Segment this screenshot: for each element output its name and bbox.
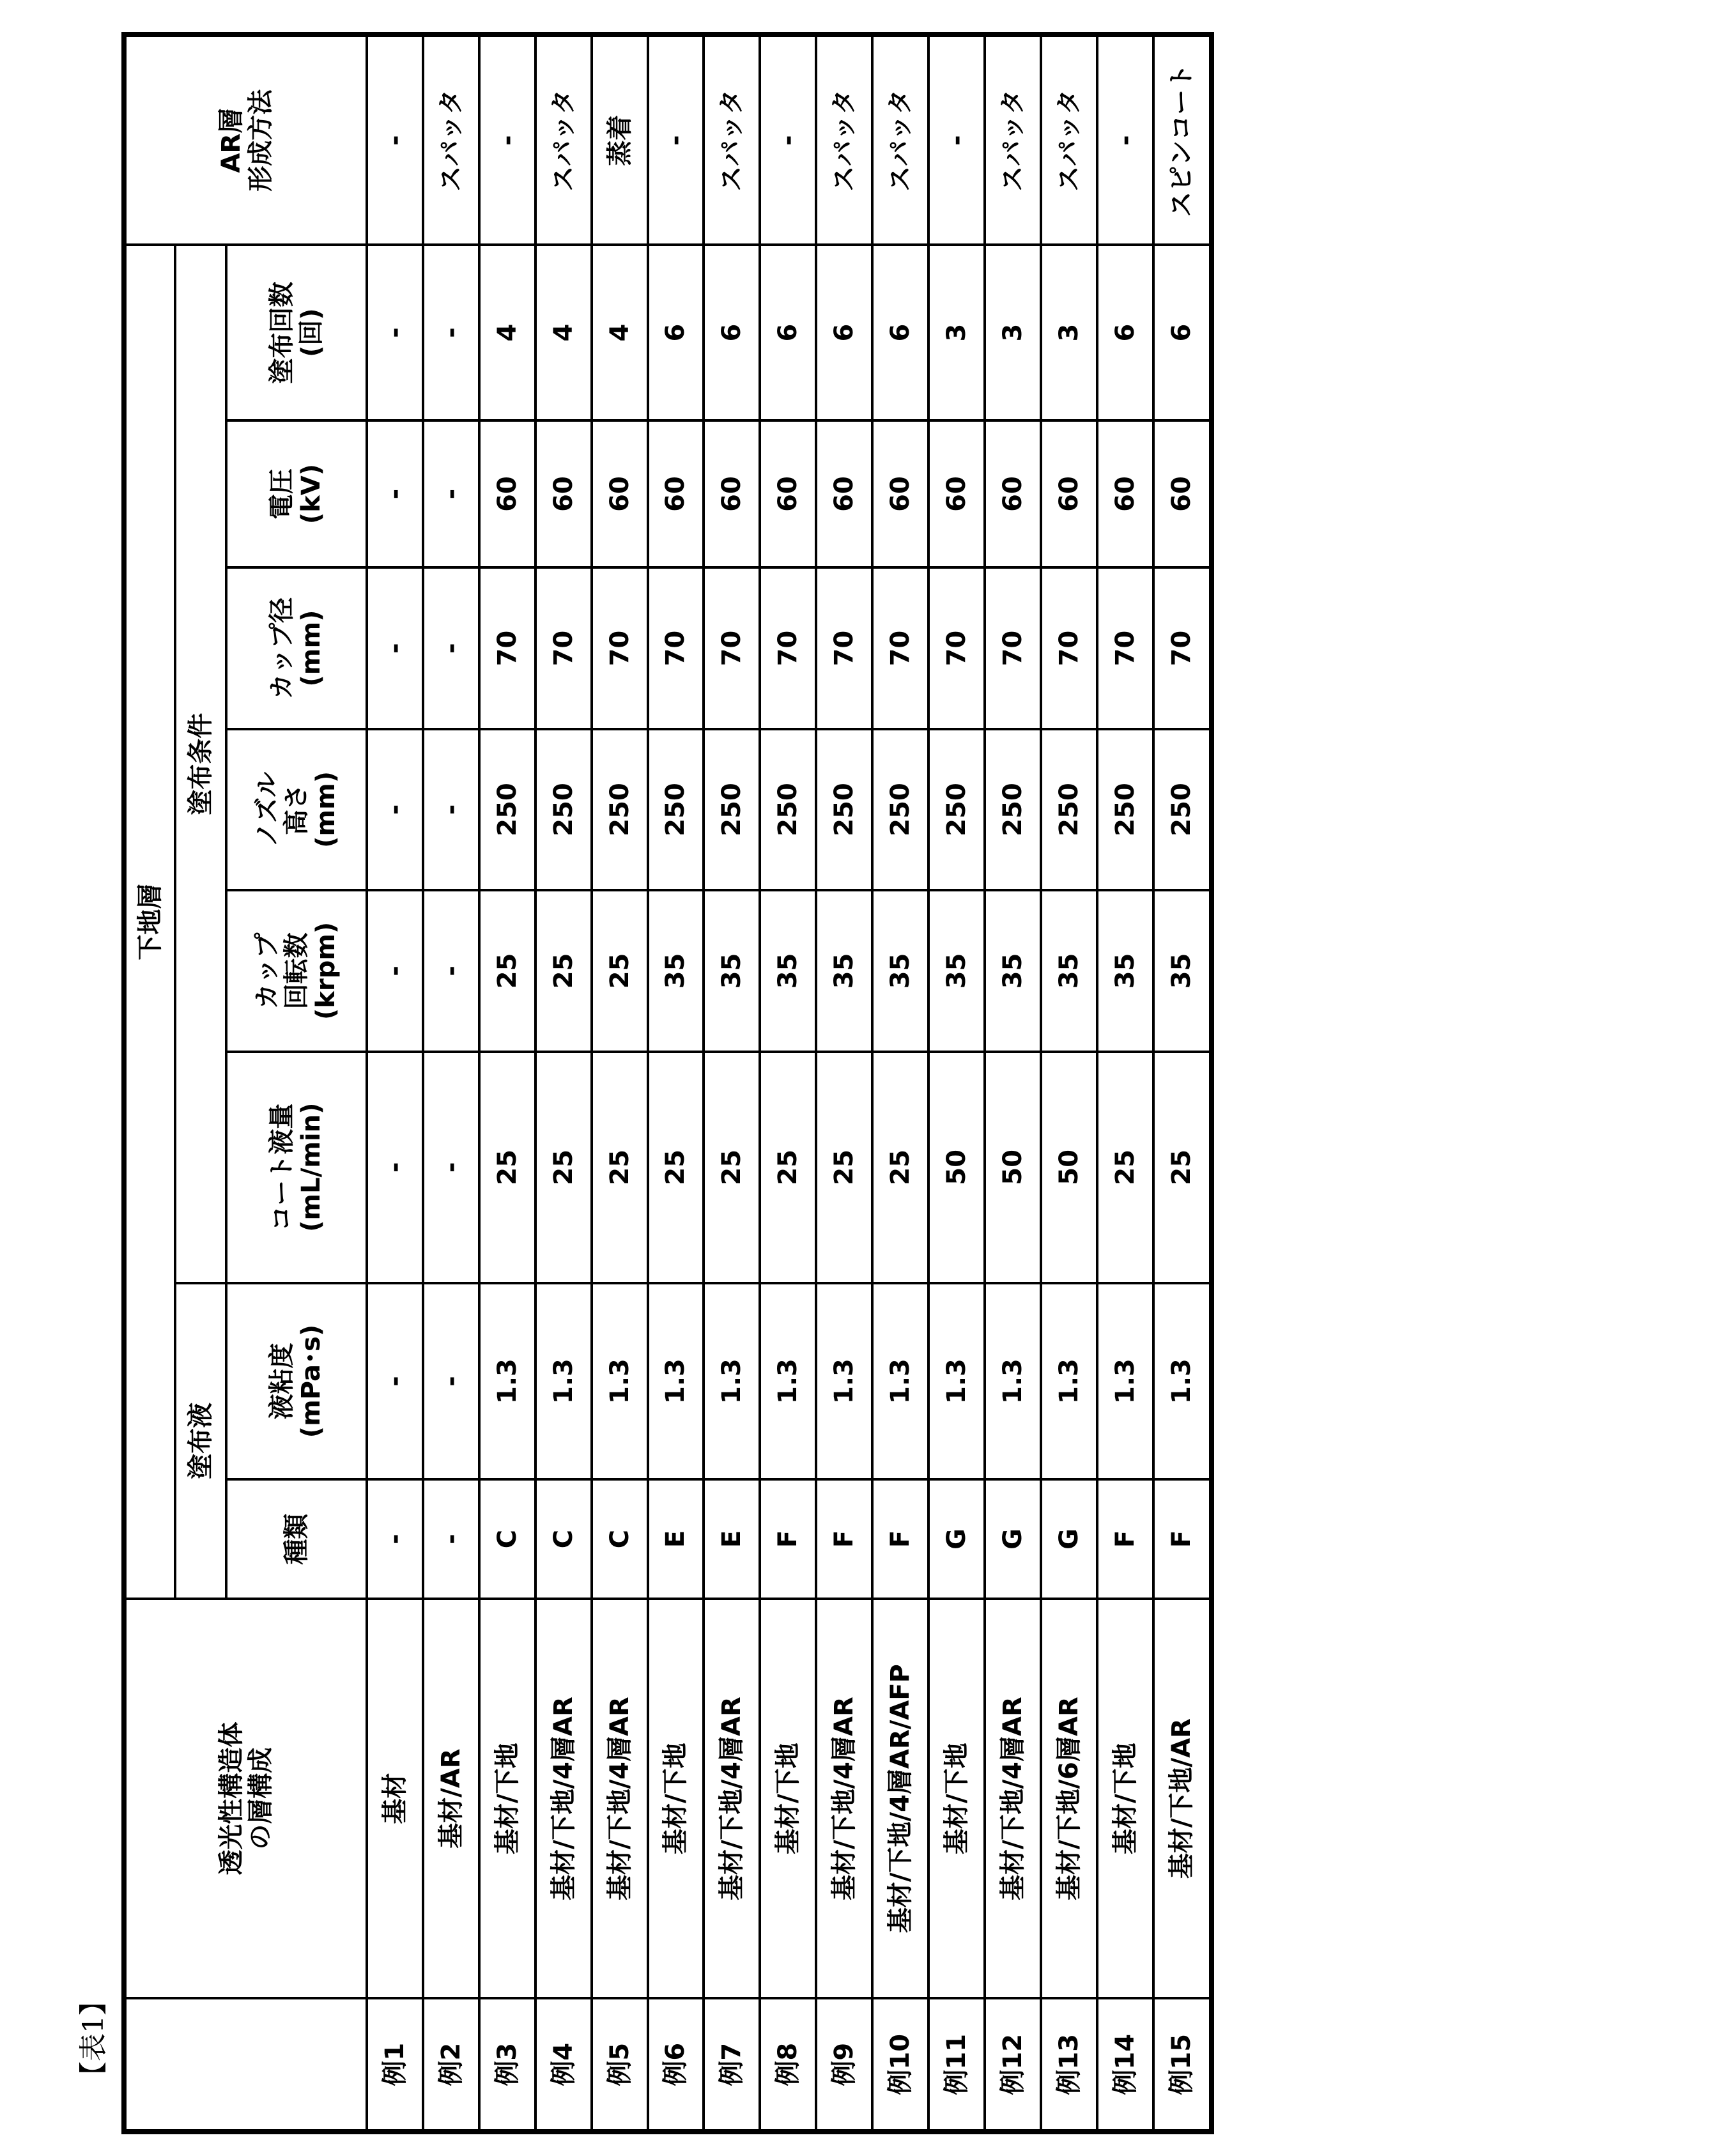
table-row xyxy=(535,35,592,2132)
cell-kv: 60 xyxy=(985,420,1041,568)
table-row xyxy=(1041,35,1097,2132)
cell-flow: 25 xyxy=(816,1052,872,1283)
cell-ar: スピンコート xyxy=(1153,35,1212,245)
cell-nozzle: 250 xyxy=(1097,729,1153,890)
cell-structure: 基材/下地/4層AR xyxy=(592,1599,648,1999)
cell-count: 6 xyxy=(1153,245,1212,420)
cell-structure: 基材/下地 xyxy=(479,1599,535,1999)
cell-type: C xyxy=(535,1479,592,1599)
cell-rpm: 35 xyxy=(872,890,928,1051)
header-ar-method: AR層 形成方法 xyxy=(124,35,367,245)
cell-cup: 70 xyxy=(760,567,816,728)
cell-count: 6 xyxy=(648,245,704,420)
cell-ex: 例1 xyxy=(367,1998,423,2132)
cell-structure: 基材/下地 xyxy=(1097,1599,1153,1999)
cell-ex: 例7 xyxy=(704,1998,760,2132)
cell-ex: 例13 xyxy=(1041,1998,1097,2132)
table-row xyxy=(816,35,872,2132)
cell-structure: 基材 xyxy=(367,1599,423,1999)
cell-rpm: 25 xyxy=(592,890,648,1051)
cell-cup: 70 xyxy=(872,567,928,728)
cell-ar: スパッタ xyxy=(423,35,479,245)
cell-structure: 基材/下地/4層AR/AFP xyxy=(872,1599,928,1999)
cell-rpm: 25 xyxy=(535,890,592,1051)
table-row xyxy=(872,35,928,2132)
cell-ar: - xyxy=(648,35,704,245)
cell-count: 3 xyxy=(985,245,1041,420)
table-label: 【表1】 xyxy=(77,1987,110,2090)
cell-kv: 60 xyxy=(760,420,816,568)
cell-cup: - xyxy=(367,567,423,728)
cell-flow: 25 xyxy=(704,1052,760,1283)
cell-kv: - xyxy=(423,420,479,568)
cell-flow: - xyxy=(367,1052,423,1283)
cell-cup: 70 xyxy=(1153,567,1212,728)
cell-flow: 25 xyxy=(1153,1052,1212,1283)
cell-count: 3 xyxy=(1041,245,1097,420)
cell-cup: 70 xyxy=(985,567,1041,728)
cell-flow: 25 xyxy=(535,1052,592,1283)
cell-kv: - xyxy=(367,420,423,568)
cell-ex: 例2 xyxy=(423,1998,479,2132)
cell-structure: 基材/下地/4層AR xyxy=(704,1599,760,1999)
cell-ex: 例4 xyxy=(535,1998,592,2132)
rotated-table-container xyxy=(121,32,1214,2134)
cell-structure: 基材/AR xyxy=(423,1599,479,1999)
cell-count: 4 xyxy=(535,245,592,420)
cell-flow: 25 xyxy=(1097,1052,1153,1283)
cell-ar: スパッタ xyxy=(872,35,928,245)
cell-ar: - xyxy=(1097,35,1153,245)
cell-ex: 例8 xyxy=(760,1998,816,2132)
cell-cup: 70 xyxy=(928,567,985,728)
cell-nozzle: 250 xyxy=(704,729,760,890)
cell-kv: 60 xyxy=(592,420,648,568)
cell-type: - xyxy=(367,1479,423,1599)
cell-count: 6 xyxy=(704,245,760,420)
cell-cup: 70 xyxy=(1097,567,1153,728)
cell-rpm: 35 xyxy=(1041,890,1097,1051)
cell-visc: 1.3 xyxy=(985,1283,1041,1479)
cell-structure: 基材/下地 xyxy=(760,1599,816,1999)
cell-nozzle: 250 xyxy=(592,729,648,890)
header-underlayer: 下地層 xyxy=(124,245,175,1598)
cell-ar: - xyxy=(479,35,535,245)
cell-visc: 1.3 xyxy=(872,1283,928,1479)
cell-count: - xyxy=(367,245,423,420)
cell-rpm: 35 xyxy=(1097,890,1153,1051)
cell-count: 4 xyxy=(592,245,648,420)
cell-ex: 例3 xyxy=(479,1998,535,2132)
cell-kv: 60 xyxy=(1041,420,1097,568)
cell-type: - xyxy=(423,1479,479,1599)
header-voltage: 電圧 (kV) xyxy=(226,420,367,568)
cell-type: F xyxy=(1097,1479,1153,1599)
cell-nozzle: 250 xyxy=(872,729,928,890)
cell-flow: 25 xyxy=(648,1052,704,1283)
cell-nozzle: 250 xyxy=(535,729,592,890)
cell-type: G xyxy=(928,1479,985,1599)
cell-visc: - xyxy=(367,1283,423,1479)
cell-structure: 基材/下地 xyxy=(928,1599,985,1999)
table-row xyxy=(760,35,816,2132)
cell-structure: 基材/下地 xyxy=(648,1599,704,1999)
cell-ex: 例15 xyxy=(1153,1998,1212,2132)
header-coating-liquid: 塗布液 xyxy=(175,1283,226,1599)
cell-cup: 70 xyxy=(816,567,872,728)
cell-flow: 25 xyxy=(479,1052,535,1283)
cell-nozzle: 250 xyxy=(648,729,704,890)
cell-rpm: - xyxy=(367,890,423,1051)
cell-ar: スパッタ xyxy=(704,35,760,245)
cell-type: F xyxy=(760,1479,816,1599)
cell-cup: 70 xyxy=(592,567,648,728)
cell-visc: - xyxy=(423,1283,479,1479)
table-row xyxy=(367,35,423,2132)
cell-cup: - xyxy=(423,567,479,728)
cell-type: C xyxy=(592,1479,648,1599)
cell-nozzle: 250 xyxy=(1041,729,1097,890)
cell-structure: 基材/下地/6層AR xyxy=(1041,1599,1097,1999)
header-type: 種類 xyxy=(226,1479,367,1599)
cell-kv: 60 xyxy=(1153,420,1212,568)
table-row xyxy=(704,35,760,2132)
cell-kv: 60 xyxy=(872,420,928,568)
cell-nozzle: 250 xyxy=(479,729,535,890)
cell-count: 3 xyxy=(928,245,985,420)
cell-count: 6 xyxy=(760,245,816,420)
cell-ar: スパッタ xyxy=(1041,35,1097,245)
cell-structure: 基材/下地/4層AR xyxy=(985,1599,1041,1999)
cell-nozzle: 250 xyxy=(985,729,1041,890)
cell-ar: - xyxy=(928,35,985,245)
cell-kv: 60 xyxy=(704,420,760,568)
cell-kv: 60 xyxy=(928,420,985,568)
cell-type: F xyxy=(816,1479,872,1599)
cell-ar: - xyxy=(760,35,816,245)
cell-kv: 60 xyxy=(816,420,872,568)
cell-ex: 例10 xyxy=(872,1998,928,2132)
cell-visc: 1.3 xyxy=(1097,1283,1153,1479)
cell-type: C xyxy=(479,1479,535,1599)
cell-visc: 1.3 xyxy=(928,1283,985,1479)
cell-type: F xyxy=(1153,1479,1212,1599)
cell-ex: 例14 xyxy=(1097,1998,1153,2132)
cell-kv: 60 xyxy=(479,420,535,568)
cell-type: E xyxy=(704,1479,760,1599)
cell-count: 6 xyxy=(1097,245,1153,420)
cell-ex: 例5 xyxy=(592,1998,648,2132)
cell-ar: スパッタ xyxy=(816,35,872,245)
cell-rpm: 35 xyxy=(928,890,985,1051)
cell-structure: 基材/下地/AR xyxy=(1153,1599,1212,1999)
cell-flow: 25 xyxy=(592,1052,648,1283)
cell-kv: 60 xyxy=(648,420,704,568)
cell-rpm: - xyxy=(423,890,479,1051)
cell-type: G xyxy=(1041,1479,1097,1599)
cell-flow: 25 xyxy=(760,1052,816,1283)
cell-ar: スパッタ xyxy=(985,35,1041,245)
cell-visc: 1.3 xyxy=(1153,1283,1212,1479)
cell-cup: 70 xyxy=(479,567,535,728)
cell-visc: 1.3 xyxy=(1041,1283,1097,1479)
cell-rpm: 35 xyxy=(760,890,816,1051)
cell-type: E xyxy=(648,1479,704,1599)
cell-type: G xyxy=(985,1479,1041,1599)
cell-type: F xyxy=(872,1479,928,1599)
cell-visc: 1.3 xyxy=(816,1283,872,1479)
cell-flow: - xyxy=(423,1052,479,1283)
cell-structure: 基材/下地/4層AR xyxy=(535,1599,592,1999)
cell-ex: 例9 xyxy=(816,1998,872,2132)
header-coat-count: 塗布回数 (回) xyxy=(226,245,367,420)
cell-ex: 例12 xyxy=(985,1998,1041,2132)
table-row xyxy=(592,35,648,2132)
cell-rpm: 35 xyxy=(1153,890,1212,1051)
table-row xyxy=(648,35,704,2132)
cell-count: 6 xyxy=(872,245,928,420)
cell-kv: 60 xyxy=(1097,420,1153,568)
header-cup-diameter: カップ径 (mm) xyxy=(226,567,367,728)
header-structure: 透光性構造体 の層構成 xyxy=(124,1599,367,1999)
cell-cup: 70 xyxy=(648,567,704,728)
cell-visc: 1.3 xyxy=(592,1283,648,1479)
cell-visc: 1.3 xyxy=(535,1283,592,1479)
header-example xyxy=(124,1998,367,2132)
cell-ex: 例6 xyxy=(648,1998,704,2132)
cell-flow: 25 xyxy=(872,1052,928,1283)
cell-nozzle: - xyxy=(423,729,479,890)
cell-rpm: 35 xyxy=(704,890,760,1051)
cell-cup: 70 xyxy=(1041,567,1097,728)
data-table xyxy=(121,32,1214,2134)
cell-rpm: 35 xyxy=(816,890,872,1051)
cell-nozzle: 250 xyxy=(760,729,816,890)
table-row xyxy=(1097,35,1153,2132)
cell-rpm: 35 xyxy=(985,890,1041,1051)
table-row xyxy=(928,35,985,2132)
header-coat-flow: コート液量 (mL/min) xyxy=(226,1052,367,1283)
header-coating-conditions: 塗布条件 xyxy=(175,245,226,1282)
cell-cup: 70 xyxy=(704,567,760,728)
cell-ar: 蒸着 xyxy=(592,35,648,245)
cell-ar: - xyxy=(367,35,423,245)
cell-count: - xyxy=(423,245,479,420)
cell-ex: 例11 xyxy=(928,1998,985,2132)
cell-visc: 1.3 xyxy=(648,1283,704,1479)
cell-visc: 1.3 xyxy=(704,1283,760,1479)
cell-structure: 基材/下地/4層AR xyxy=(816,1599,872,1999)
cell-nozzle: - xyxy=(367,729,423,890)
cell-flow: 50 xyxy=(1041,1052,1097,1283)
table-row xyxy=(985,35,1041,2132)
header-cup-rpm: カップ 回転数 (krpm) xyxy=(226,890,367,1051)
table-row xyxy=(423,35,479,2132)
cell-flow: 50 xyxy=(928,1052,985,1283)
cell-nozzle: 250 xyxy=(1153,729,1212,890)
cell-cup: 70 xyxy=(535,567,592,728)
header-nozzle-height: ノズル 高さ (mm) xyxy=(226,729,367,890)
cell-count: 4 xyxy=(479,245,535,420)
cell-nozzle: 250 xyxy=(816,729,872,890)
cell-rpm: 35 xyxy=(648,890,704,1051)
cell-kv: 60 xyxy=(535,420,592,568)
cell-ar: スパッタ xyxy=(535,35,592,245)
header-viscosity: 液粘度 (mPa･s) xyxy=(226,1283,367,1479)
cell-count: 6 xyxy=(816,245,872,420)
cell-visc: 1.3 xyxy=(479,1283,535,1479)
table-row xyxy=(1153,35,1212,2132)
cell-flow: 50 xyxy=(985,1052,1041,1283)
cell-nozzle: 250 xyxy=(928,729,985,890)
cell-visc: 1.3 xyxy=(760,1283,816,1479)
table-row xyxy=(479,35,535,2132)
cell-rpm: 25 xyxy=(479,890,535,1051)
